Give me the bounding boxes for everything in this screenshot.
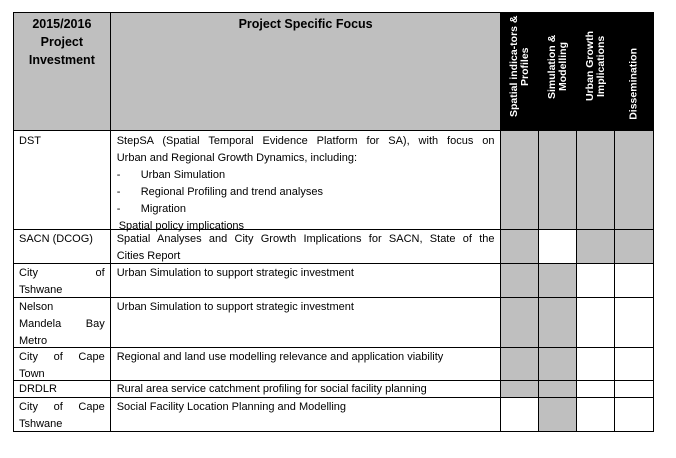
- header-investment-line: 2015/2016: [32, 17, 92, 31]
- mark-cell: [539, 381, 577, 397]
- row-focus: [111, 131, 502, 232]
- header-focus: Project Specific Focus: [111, 13, 502, 130]
- mark-cell: [577, 298, 615, 347]
- row-investment: [14, 398, 111, 431]
- focus-line: Cities Report: [116, 250, 181, 262]
- mark-cell: [615, 298, 653, 347]
- mark-cell: [577, 398, 615, 431]
- mark-cell: [539, 264, 577, 297]
- header-col-simulation: [539, 13, 577, 130]
- investment-word: of: [53, 351, 63, 363]
- mark-cell: [501, 298, 539, 347]
- focus-bullet: [117, 201, 495, 218]
- table-row: [14, 381, 653, 398]
- focus-bullet: [117, 167, 495, 184]
- row-focus: Urban Simulation to support strategic investment: [111, 298, 502, 347]
- mark-cell: [501, 230, 539, 263]
- header-col-label: Dissemination: [627, 48, 640, 120]
- investment-word: Cape: [78, 401, 105, 413]
- mark-cell: [501, 381, 539, 397]
- mark-cell: [577, 131, 615, 229]
- header-col-label: Spatial indica-tors & Profiles: [507, 15, 531, 118]
- investment-word: Tshwane: [19, 418, 63, 430]
- bullet-text: Migration: [140, 203, 186, 215]
- mark-cell: [539, 131, 577, 229]
- focus-line: StepSA (Spatial Temporal Evidence Platform for SA), with focus on: [116, 135, 495, 147]
- mark-cell: [577, 230, 615, 263]
- mark-cell: [539, 298, 577, 347]
- mark-cell: [577, 381, 615, 397]
- header-investment: [14, 13, 111, 130]
- row-investment: SACN (DCOG): [14, 230, 111, 263]
- bullet-dash: -: [116, 169, 121, 181]
- focus-bullet: [117, 184, 495, 201]
- mark-cell: [577, 348, 615, 380]
- row-focus: Urban Simulation to support strategic investment: [111, 264, 502, 297]
- mark-cell: [615, 348, 653, 380]
- header-col-urban-growth: [577, 13, 615, 130]
- bullet-text: Urban Simulation: [140, 169, 226, 181]
- mark-cell: [615, 398, 653, 431]
- investment-word: City: [19, 267, 38, 279]
- mark-cell: [539, 398, 577, 431]
- mark-cell: [501, 264, 539, 297]
- investment-word: City: [19, 351, 38, 363]
- header-col-label: Urban Growth Implications: [583, 31, 607, 102]
- row-investment: [14, 298, 111, 347]
- investment-word: Nelson: [19, 301, 54, 313]
- table-row: [14, 131, 653, 230]
- row-focus: [111, 230, 502, 263]
- bullet-dash: -: [116, 186, 121, 198]
- row-investment: DST: [14, 131, 111, 229]
- table-row: [14, 348, 653, 381]
- investment-word: Metro: [19, 335, 48, 347]
- row-focus: Rural area service catchment profiling for social facility planning: [111, 381, 502, 397]
- mark-cell: [615, 381, 653, 397]
- header-col-spatial: [501, 13, 539, 130]
- investment-word: City: [19, 401, 38, 413]
- table-row: [14, 398, 653, 431]
- bullet-dash: -: [116, 203, 121, 215]
- row-focus: Regional and land use modelling relevance and application viability: [111, 348, 502, 380]
- mark-cell: [615, 264, 653, 297]
- mark-cell: [501, 348, 539, 380]
- investment-word: Mandela: [19, 318, 62, 330]
- focus-line: Spatial Analyses and City Growth Implications for SACN, State of the: [116, 233, 495, 245]
- mark-cell: [577, 264, 615, 297]
- row-investment: DRDLR: [14, 381, 111, 397]
- investment-word: Town: [19, 368, 45, 380]
- table-row: [14, 298, 653, 348]
- header-col-label: Simulation & Modelling: [545, 34, 569, 99]
- focus-line: Urban and Regional Growth Dynamics, including:: [116, 152, 358, 164]
- mark-cell: [501, 398, 539, 431]
- mark-cell: [539, 348, 577, 380]
- investment-word: Bay: [85, 318, 105, 330]
- table-row: [14, 264, 653, 298]
- header-investment-line: Project: [40, 35, 84, 49]
- row-investment: [14, 264, 111, 297]
- header-col-dissemination: [615, 13, 653, 130]
- investment-word: Cape: [78, 351, 105, 363]
- investment-word: Tshwane: [19, 284, 63, 296]
- header-investment-line: Investment: [28, 53, 95, 67]
- bullet-text: Regional Profiling and trend analyses: [140, 186, 323, 198]
- mark-cell: [615, 131, 653, 229]
- investment-word: of: [53, 401, 63, 413]
- row-investment: [14, 348, 111, 380]
- row-focus: Social Facility Location Planning and Modelling: [111, 398, 502, 431]
- table-row: [14, 230, 653, 264]
- investment-word: of: [95, 267, 105, 279]
- mark-cell: [539, 230, 577, 263]
- investment-table: [13, 12, 654, 432]
- focus-line: Spatial policy implications: [118, 220, 245, 232]
- mark-cell: [501, 131, 539, 229]
- header-row: [14, 13, 653, 131]
- mark-cell: [615, 230, 653, 263]
